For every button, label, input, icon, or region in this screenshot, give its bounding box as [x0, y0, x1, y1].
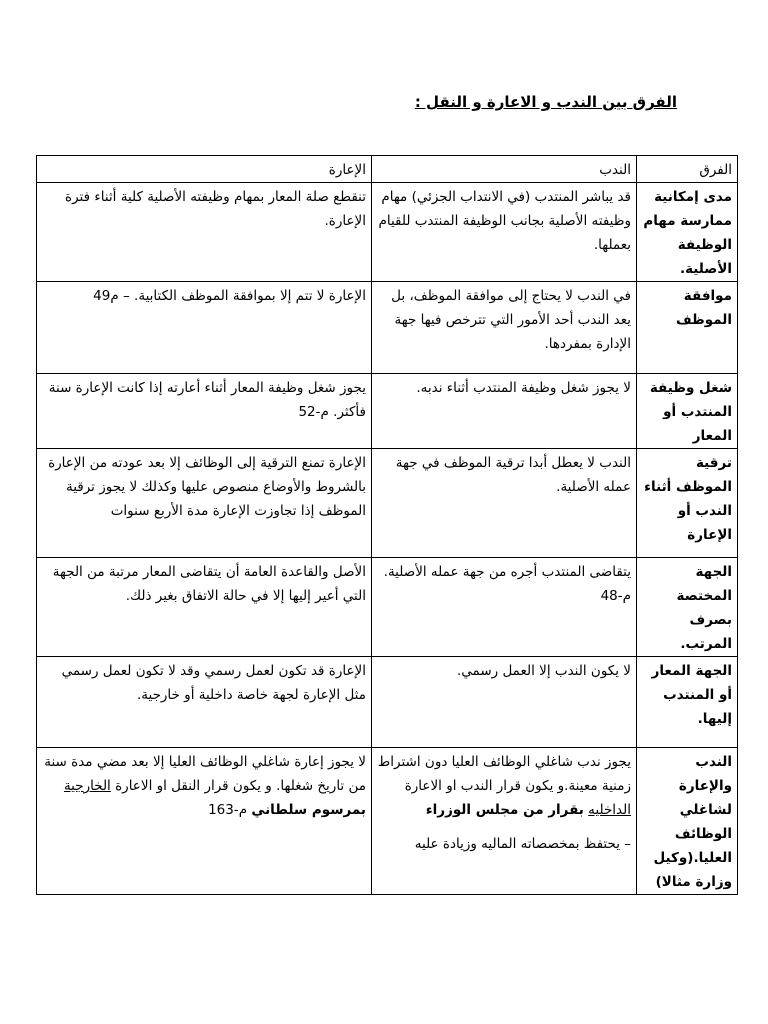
- loan-text: لا يجوز إعارة شاغلي الوظائف العليا إلا بعد مضي مدة سنة من تاريخ شغلها. و يكون قرار النقل او الاعارة: [44, 754, 366, 794]
- header-secondment: الندب: [372, 156, 637, 183]
- table-row: [37, 748, 738, 895]
- table-row: [37, 374, 738, 449]
- comparison-table: [36, 155, 738, 895]
- secondment-cell: يتقاضى المنتدب أجره من جهة عمله الأصلية. م-48: [372, 558, 637, 657]
- table-row: [37, 183, 738, 282]
- secondment-cell: لا يجوز شغل وظيفة المنتدب أثناء ندبه.: [372, 374, 637, 449]
- secondment-cell: قد يباشر المنتدب (في الانتداب الجزئي) مهام وظيفته الأصلية بجانب الوظيفة المنتدب للقيام بعملها.: [372, 183, 637, 282]
- table-header-row: [37, 156, 738, 183]
- row-topic: موافقة الموظف: [637, 282, 738, 374]
- row-topic: الندب والإعارة لشاغلي الوظائف العليا.(وكيل وزارة مثالا): [637, 748, 738, 895]
- secondment-text: يجوز ندب شاغلي الوظائف العليا دون اشتراط زمنية معينة.و يكون قرار الندب او الاعارة: [377, 754, 631, 794]
- secondment-cell: في الندب لا يحتاج إلى موافقة الموظف، بل يعد الندب أحد الأمور التي تترخص فيها جهة الإدارة بمفردها.: [372, 282, 637, 374]
- loan-cell: [37, 748, 372, 895]
- row-topic: الجهة المعار أو المنتدب إليها.: [637, 657, 738, 748]
- table-row: [37, 657, 738, 748]
- loan-cell: الأصل والقاعدة العامة أن يتقاضى المعار مرتبة من الجهة التي أعير إليها إلا في حالة الاتفاق بغير ذلك.: [37, 558, 372, 657]
- article-ref: م-163: [208, 802, 252, 818]
- line-gap: [377, 822, 631, 832]
- row-topic: شغل وظيفة المنتدب أو المعار: [637, 374, 738, 449]
- loan-cell: يجوز شغل وظيفة المعار أثناء أعارته إذا كانت الإعارة سنة فأكثر. م-52: [37, 374, 372, 449]
- row-topic: ترقية الموظف أثناء الندب أو الإعارة: [637, 449, 738, 558]
- internal-word: الداخليه: [588, 802, 631, 818]
- royal-decree: بمرسوم سلطاني: [251, 802, 366, 818]
- external-word: الخارجية: [63, 778, 111, 794]
- header-difference: الفرق: [637, 156, 738, 183]
- row-topic: مدى إمكانية ممارسة مهام الوظيفة الأصلية.: [637, 183, 738, 282]
- secondment-cell: الندب لا يعطل أبدا ترقية الموظف في جهة عمله الأصلية.: [372, 449, 637, 558]
- cabinet-decision: بقرار من مجلس الوزراء: [425, 802, 584, 818]
- document-title: الفرق بين الندب و الاعارة و النقل :: [414, 93, 677, 111]
- secondment-note: – يحتفظ بمخصصاته الماليه وزيادة عليه: [414, 836, 631, 852]
- table-row: [37, 449, 738, 558]
- loan-cell: الإعارة قد تكون لعمل رسمي وقد لا تكون لعمل رسمي مثل الإعارة لجهة خاصة داخلية أو خارجية.: [37, 657, 372, 748]
- row-topic: الجهة المختصة بصرف المرتب.: [637, 558, 738, 657]
- loan-cell: تنقطع صلة المعار بمهام وظيفته الأصلية كلية أثناء فترة الإعارة.: [37, 183, 372, 282]
- table-row: [37, 282, 738, 374]
- secondment-cell: لا يكون الندب إلا العمل رسمي.: [372, 657, 637, 748]
- header-loan: الإعارة: [37, 156, 372, 183]
- secondment-cell: [372, 748, 637, 895]
- loan-cell: الإعارة لا تتم إلا بموافقة الموظف الكتابية. – م49: [37, 282, 372, 374]
- table-row: [37, 558, 738, 657]
- loan-cell: الإعارة تمنع الترقية إلى الوظائف إلا بعد عودته من الإعارة بالشروط والأوضاع منصوص عليها وكذلك لا يجوز ترقية الموظف إذا تجاوزت الإعارة مدة الأربع سنوات: [37, 449, 372, 558]
